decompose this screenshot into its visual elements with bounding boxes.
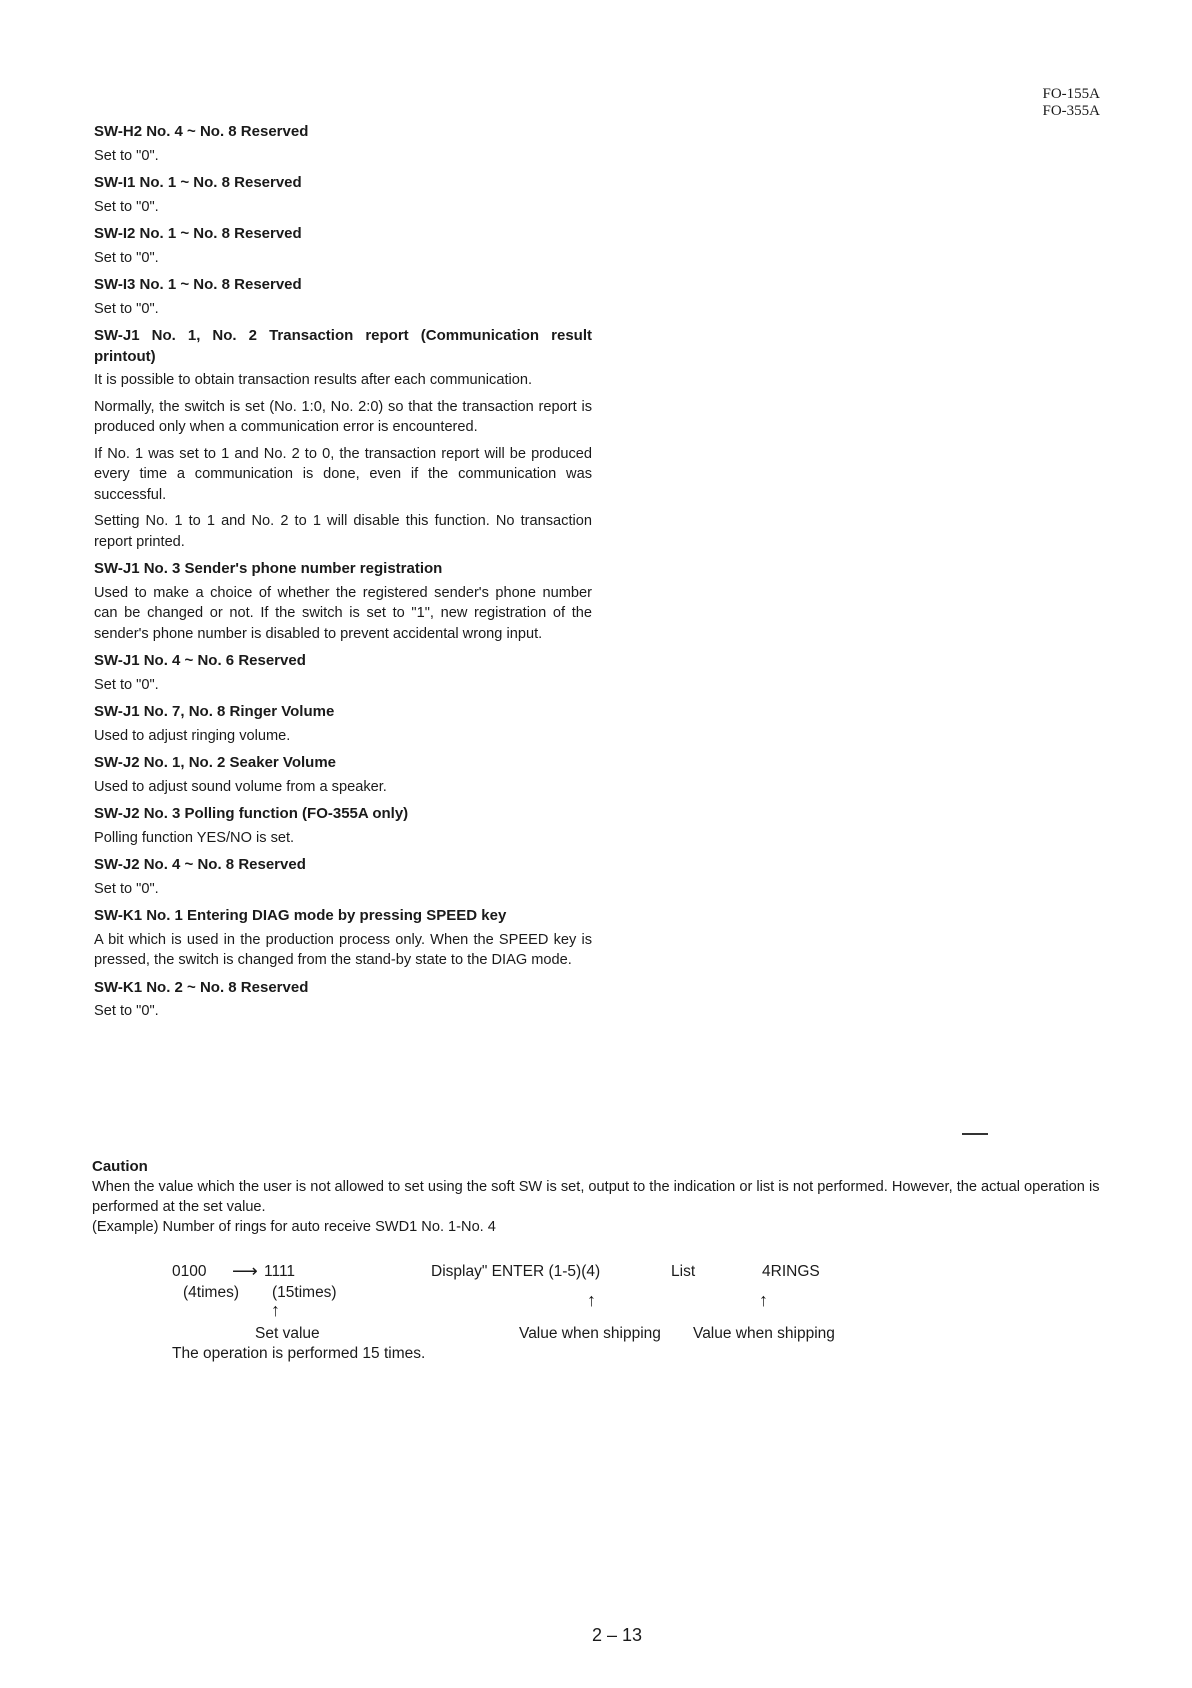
model-number-2: FO-355A [1042, 103, 1100, 119]
caution-example: (Example) Number of rings for auto receive SWD1 No. 1-No. 4 [92, 1219, 496, 1235]
section-text: A bit which is used in the production process only. When the SPEED key is pressed, the switch is changed from the stand-by state to the DIAG mode. [94, 931, 592, 968]
section-diag-mode [94, 906, 592, 971]
section-sw-i1-reserved [94, 173, 592, 217]
caution-text: When the value which the user is not allowed to set using the soft SW is set, output to the indication or list is not performed. However, the actual operation is performed at the set value. [92, 1179, 1100, 1215]
section-heading: SW-I2 No. 1 ~ No. 8 Reserved [94, 225, 302, 242]
section-polling-function [94, 804, 592, 848]
document-header [1042, 86, 1100, 120]
section-text: Used to adjust sound volume from a speaker. [94, 778, 387, 795]
right-arrow-icon: ⟶ [232, 1261, 258, 1281]
section-text: Set to "0". [94, 198, 159, 215]
section-sw-j2-reserved [94, 855, 592, 899]
stray-dash-mark [962, 1133, 988, 1135]
section-text: Set to "0". [94, 147, 159, 164]
model-number-1: FO-155A [1042, 86, 1100, 102]
switch-descriptions [94, 122, 592, 1029]
caution-title: Caution [92, 1158, 148, 1175]
section-heading: SW-J1 No. 7, No. 8 Ringer Volume [94, 703, 335, 720]
section-text: Used to adjust ringing volume. [94, 727, 291, 744]
section-heading: SW-H2 No. 4 ~ No. 8 Reserved [94, 123, 309, 140]
section-transaction-report [94, 326, 592, 552]
section-sw-h2-reserved [94, 122, 592, 166]
from-value: 0100 [172, 1263, 207, 1280]
section-sw-k1-reserved [94, 978, 592, 1022]
section-ringer-volume [94, 702, 592, 746]
section-heading: SW-J1 No. 4 ~ No. 6 Reserved [94, 652, 306, 669]
section-sw-j1-reserved [94, 651, 592, 695]
section-text: Set to "0". [94, 249, 159, 266]
up-arrow-icon: ↑ [759, 1290, 768, 1310]
section-text: Set to "0". [94, 1003, 159, 1019]
to-times: (15times) [272, 1284, 337, 1301]
section-sw-i2-reserved [94, 224, 592, 268]
section-text: Used to make a choice of whether the registered sender's phone number can be changed or not. If the switch is set to "1", new registration of the sender's phone number is disabled to prevent accidental wrong input. [94, 584, 592, 642]
up-arrow-icon: ↑ [271, 1300, 280, 1320]
section-text: If No. 1 was set to 1 and No. 2 to 0, the transaction report will be produced every time a communication is done, even if the communication was successful. [94, 445, 592, 503]
section-heading: SW-J1 No. 3 Sender's phone number registration [94, 560, 443, 577]
to-value: 1111 [264, 1263, 296, 1280]
section-text: Setting No. 1 to 1 and No. 2 to 1 will disable this function. No transaction report printed. [94, 513, 592, 550]
caution-block [92, 1157, 1152, 1237]
section-text: Polling function YES/NO is set. [94, 829, 295, 846]
section-text: Set to "0". [94, 300, 159, 317]
section-speaker-volume [94, 753, 592, 797]
section-heading: SW-I1 No. 1 ~ No. 8 Reserved [94, 174, 302, 191]
display-label: Display" ENTER (1-5)(4) [431, 1263, 601, 1280]
operation-note: The operation is performed 15 times. [172, 1345, 426, 1362]
section-text: It is possible to obtain transaction results after each communication. [94, 372, 533, 388]
section-text: Normally, the switch is set (No. 1:0, No. 2:0) so that the transaction report is produced only when a communication error is encountered. [94, 398, 592, 435]
section-heading: SW-J2 No. 4 ~ No. 8 Reserved [94, 856, 306, 873]
section-heading: SW-K1 No. 1 Entering DIAG mode by pressing SPEED key [94, 907, 507, 924]
section-heading: SW-I3 No. 1 ~ No. 8 Reserved [94, 276, 302, 293]
up-arrow-icon: ↑ [587, 1290, 596, 1310]
section-heading: SW-J1 No. 1, No. 2 Transaction report (Communication result printout) [94, 327, 592, 365]
list-value: 4RINGS [762, 1263, 820, 1280]
section-heading: SW-K1 No. 2 ~ No. 8 Reserved [94, 978, 309, 996]
page-number: 2 – 13 [592, 1625, 643, 1645]
section-heading: SW-J2 No. 3 Polling function (FO-355A only) [94, 805, 409, 822]
section-text: Set to "0". [94, 676, 159, 693]
list-label: List [671, 1263, 696, 1280]
section-heading: SW-J2 No. 1, No. 2 Seaker Volume [94, 754, 336, 771]
from-times: (4times) [183, 1284, 239, 1301]
section-sw-i3-reserved [94, 275, 592, 319]
section-text: Set to "0". [94, 880, 159, 897]
display-shipping-label: Value when shipping [519, 1325, 661, 1342]
set-value-label: Set value [255, 1325, 320, 1342]
section-sender-phone-registration [94, 559, 592, 644]
list-shipping-label: Value when shipping [693, 1325, 835, 1342]
